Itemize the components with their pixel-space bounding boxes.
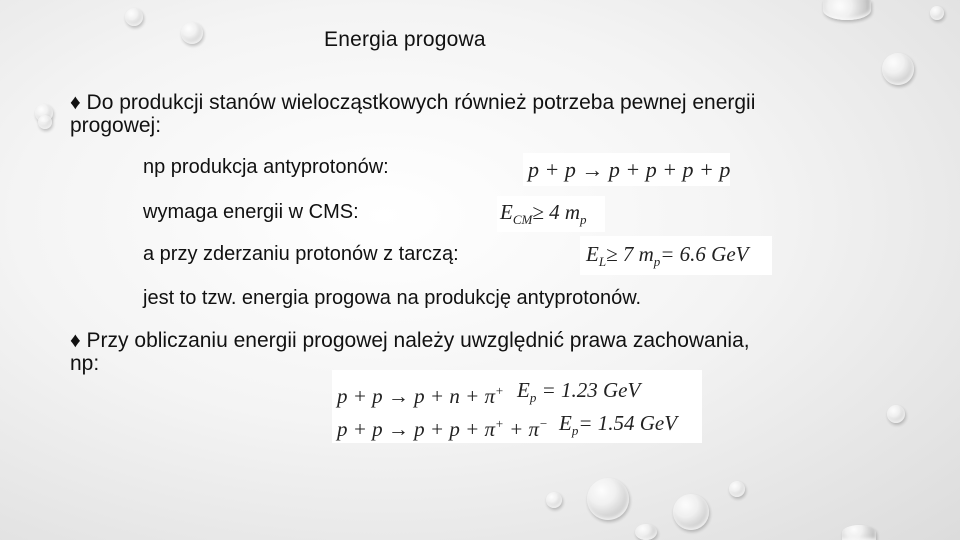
formula-subscript: CM bbox=[512, 212, 533, 228]
water-drop-decoration bbox=[587, 478, 629, 520]
cms-energy-line: wymaga energii w CMS: bbox=[143, 201, 359, 223]
antiproton-reaction-formula bbox=[523, 153, 730, 186]
intro-paragraph: ♦ Do produkcji stanów wielocząstkowych również potrzeba pewnej energii progowej: bbox=[70, 91, 756, 137]
slide-title: Energia progowa bbox=[324, 28, 486, 51]
fixed-target-line: a przy zderzaniu protonów z tarczą: bbox=[143, 243, 459, 265]
antiproton-production-line: np produkcja antyprotonów: bbox=[143, 156, 389, 178]
formula-subscript: p bbox=[529, 390, 537, 406]
cms-energy-formula bbox=[497, 196, 605, 232]
formula-value: = 6.6 GeV bbox=[660, 242, 749, 266]
formula-text: + π bbox=[503, 417, 540, 441]
formula-superscript: + bbox=[495, 416, 504, 431]
formula-symbol: E bbox=[559, 411, 572, 435]
formula-subscript: p bbox=[580, 212, 587, 228]
formula-subscript: p bbox=[653, 254, 661, 270]
formula-reaction bbox=[337, 407, 548, 446]
water-drop-decoration bbox=[823, 0, 871, 20]
conservation-formulas bbox=[332, 370, 702, 443]
formula-subscript: L bbox=[598, 254, 607, 270]
water-drop-decoration bbox=[887, 405, 905, 423]
formula-text: p + p → p + p + π bbox=[337, 417, 496, 441]
formula-relation: ≥ 7 m bbox=[606, 242, 654, 266]
water-drop-decoration bbox=[546, 492, 562, 508]
water-drop-decoration bbox=[125, 8, 143, 26]
formula-row-pion-pair bbox=[337, 407, 702, 440]
formula-symbol: E bbox=[586, 242, 599, 266]
water-drop-decoration bbox=[38, 115, 52, 129]
water-drop-decoration bbox=[673, 494, 709, 530]
formula-symbol: E bbox=[517, 378, 530, 402]
formula-relation: ≥ 4 m bbox=[532, 200, 581, 224]
water-drop-decoration bbox=[842, 525, 876, 540]
formula-value: = 1.54 GeV bbox=[578, 411, 678, 435]
formula-subscript: p bbox=[571, 423, 579, 439]
water-drop-decoration bbox=[635, 524, 657, 540]
formula-superscript: − bbox=[539, 416, 548, 431]
formula-value: = 1.23 GeV bbox=[541, 378, 641, 402]
water-drop-decoration bbox=[930, 6, 944, 20]
formula-energy bbox=[559, 407, 677, 447]
formula-superscript: + bbox=[495, 383, 504, 398]
threshold-energy-line: jest to tzw. energia progowa na produkcję antyprotonów. bbox=[143, 287, 642, 309]
formula-text: p + p → p + p + p + p bbox=[528, 157, 731, 182]
conservation-paragraph: ♦ Przy obliczaniu energii progowej należy uwzględnić prawa zachowania, np: bbox=[70, 329, 750, 375]
lab-energy-formula bbox=[580, 236, 772, 275]
formula-row-single-pion bbox=[337, 374, 702, 407]
water-drop-decoration bbox=[729, 481, 745, 497]
formula-text: p + p → p + n + π bbox=[337, 384, 496, 408]
water-drop-decoration bbox=[882, 53, 914, 85]
formula-symbol: E bbox=[500, 200, 513, 224]
water-drop-decoration bbox=[181, 22, 203, 44]
